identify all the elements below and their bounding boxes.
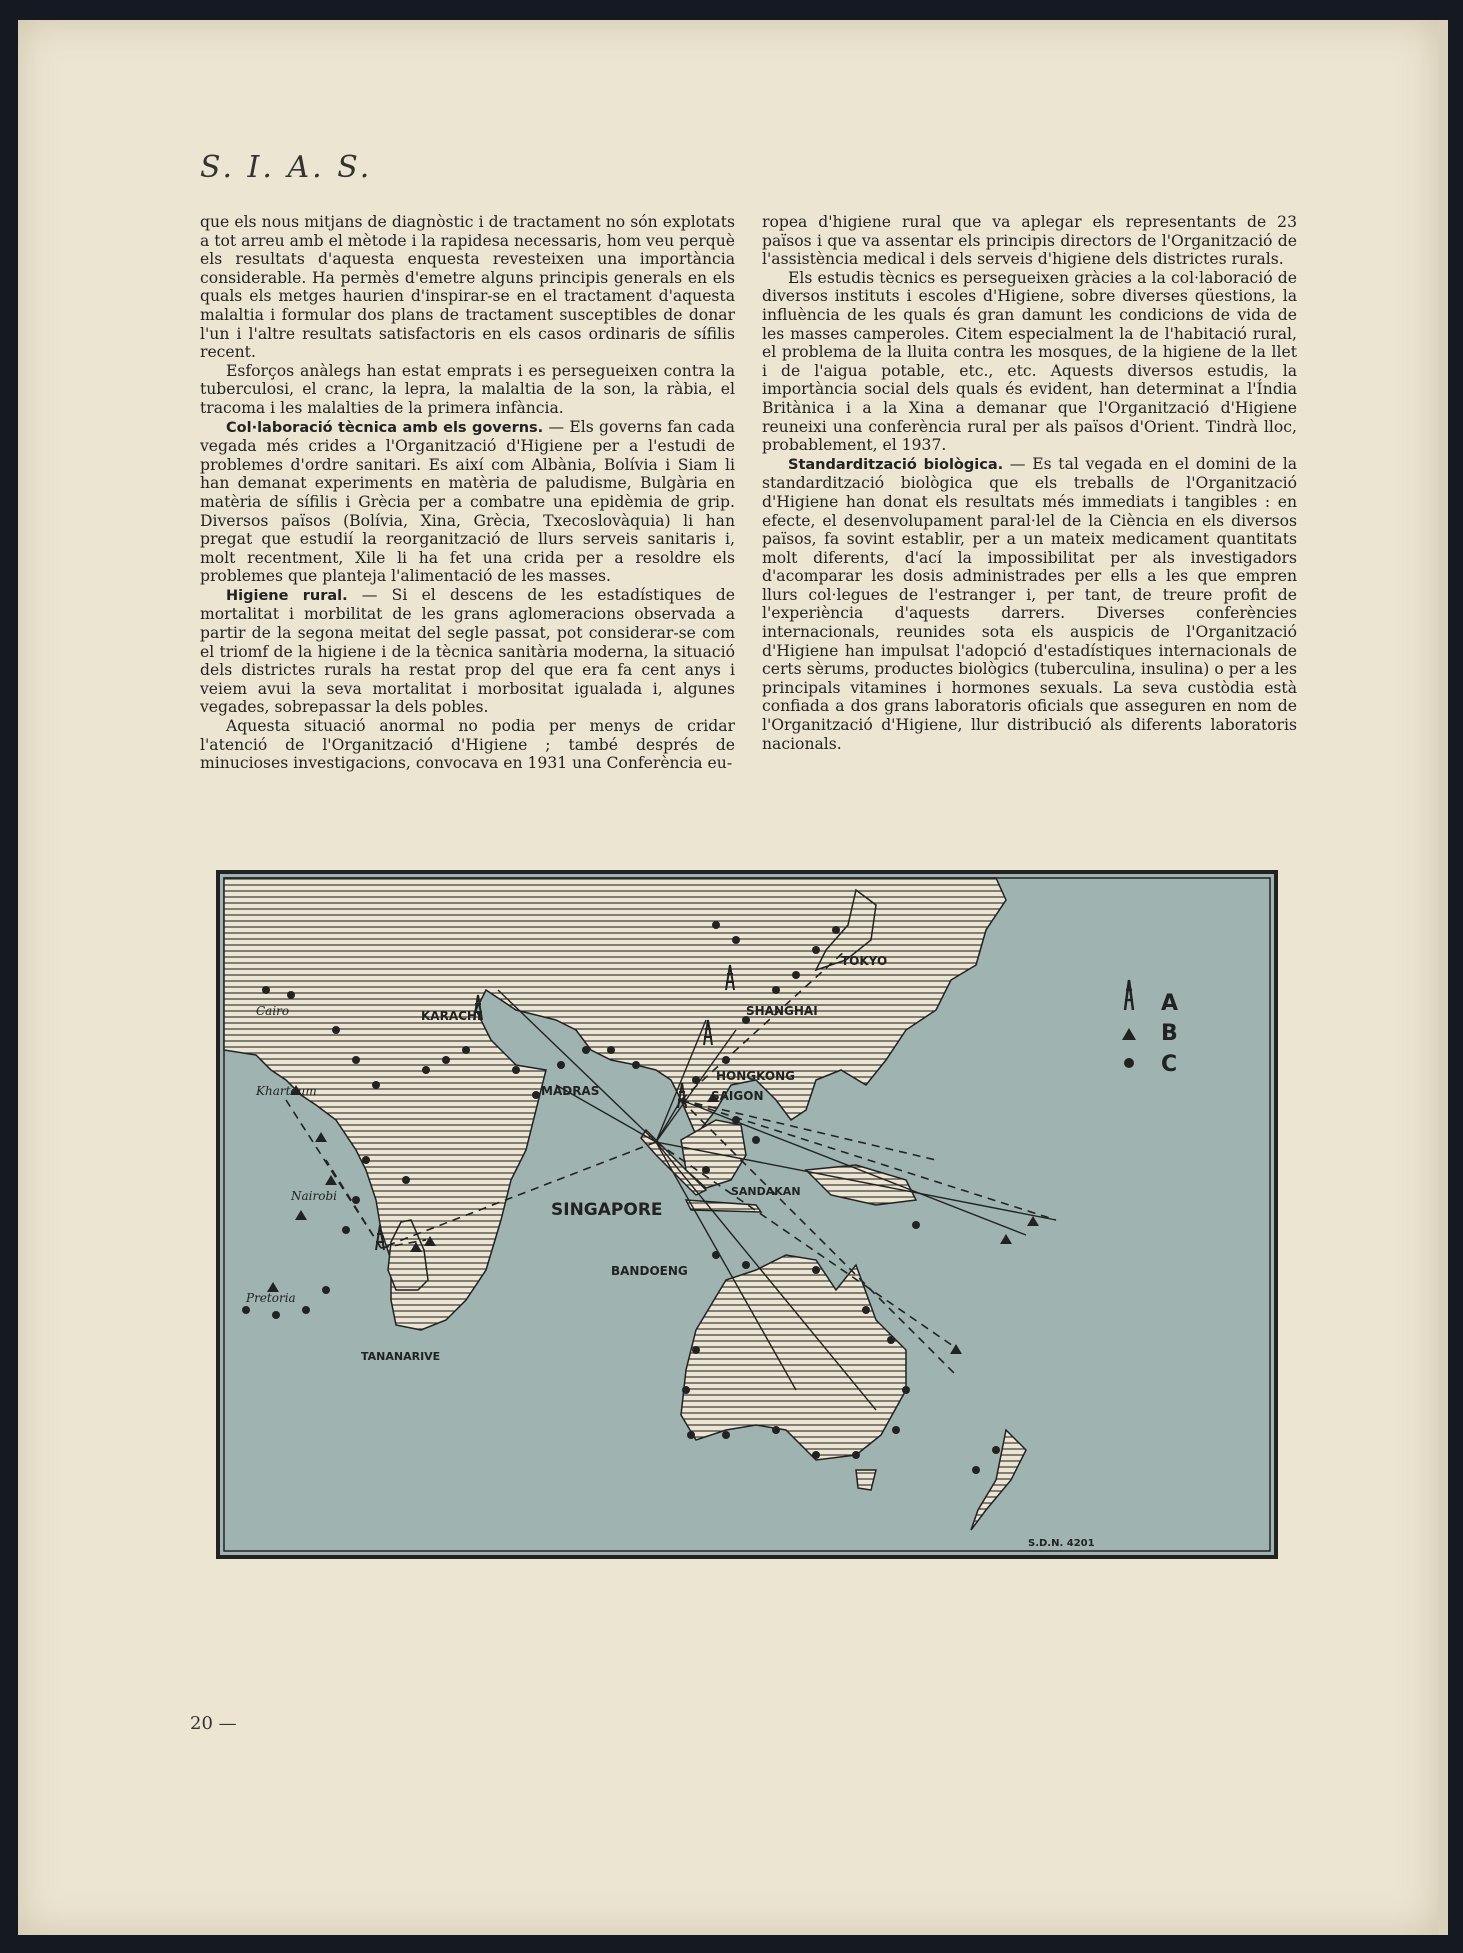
section-heading: Standardització biològica. [788, 456, 1004, 473]
legend-label-a: A [1161, 991, 1179, 1016]
label-hongkong: HONGKONG [716, 1069, 795, 1083]
paragraph-text: — Es tal vegada en el domini de la standardització biològica que els treballs de l'Organització d'Higiene han donat els resultats més immediats i tangibles : en efecte, el desenvolupament paral·lel de la Ciència en els diversos països, fa sovint establir, per a un mateix medicament quantitats molt diferents, d'ací la impossibilitat per als investigadors d'acomparar les dosis administrades per ells a les que empren llurs col·legues de l'estranger i, per tant, de treure profit de l'experiència d'aquests darrers. Diverses conferències internacionals, reunides sota els auspicis de l'Organització d'Higiene han impulsat l'adopció d'estadístiques internacionals de certs sèrums, productes biològics (tuberculina, insulina) o per a les principals vitamines i hormones sexuals. La seva custòdia està confiada a dos grans laboratoris oficials que asseguren en nom de l'Organització d'Higiene, llur distribució als diferents laboratoris nacionals. [762, 454, 1297, 753]
label-saigon: SAIGON [711, 1089, 764, 1103]
running-header: S. I. A. S. [200, 150, 373, 185]
network-map [216, 870, 1278, 1559]
legend-dot-icon [1124, 1058, 1134, 1068]
label-khartoum: Khartoum [256, 1084, 317, 1098]
paragraph: que els nous mitjans de diagnòstic i de tractament no són explotats a tot arreu amb el mètode i la rapidesa necessaris, hom veu perquè els resultats d'aquesta enquesta revesteixen una importància considerable. Ha permès d'emetre alguns principis generals en els quals els metges haurien d'inspirar-se en el tractament d'aquesta malaltia i formular dos plans de tractament susceptibles de donar l'un i l'altre resultats satisfactoris en els casos ordinaris de sífilis recent. [200, 213, 735, 362]
paragraph: Esforços anàlegs han estat emprats i es persegueixen contra la tuberculosi, el cranc, la lepra, la malaltia de la son, la ràbia, el tracoma i les malalties de la primera infància. [200, 361, 735, 417]
left-column [200, 213, 735, 773]
paragraph-text: — Els governs fan cada vegada més crides a l'Organització d'Higiene per a l'estudi de problemes d'ordre sanitari. Es així com Albània, Bolívia i Siam li han demanat experiments en matèria de paludisme, Bulgària en matèria de sífilis i Grècia per a combatre una epidèmia de grip. Diversos països (Bolívia, Xina, Grècia, Txecoslovàquia) li han pregat que estudií la reorganització de llurs serveis sanitaris i, molt recentment, Xile li ha fet una crida per a resoldre els problemes que planteja l'alimentació de les masses. [200, 417, 735, 586]
label-cairo: Cairo [256, 1004, 290, 1018]
right-column [762, 213, 1297, 753]
label-nairobi: Nairobi [291, 1189, 337, 1203]
paragraph: Aquesta situació anormal no podia per menys de cridar l'atenció de l'Organització d'Higiene ; també després de minucioses investigacions, convocava en 1931 una Conferència eu- [200, 717, 735, 773]
label-madras: MADRAS [541, 1084, 600, 1098]
paragraph: Els estudis tècnics es persegueixen gràcies a la col·laboració de diversos instituts i escoles d'Higiene, sobre diverses qüestions, la influència de les quals és gran damunt les condicions de vida de les masses camperoles. Citem especialment la de l'habitació rural, el problema de la lluita contra les mosques, de la higiene de la llet i de l'aigua potable, etc., etc. Aquests diversos estudis, la importància social dels quals és evident, han determinat a l'Índia Britànica i a la Xina a demanar que l'Organització d'Higiene reuneixi una conferència rural per als països d'Orient. Tindrà lloc, probablement, el 1937. [762, 268, 1297, 455]
label-tokyo: TOKYO [841, 954, 888, 968]
section-heading: Higiene rural. [226, 587, 348, 604]
label-sandakan: SANDAKAN [731, 1185, 801, 1198]
label-shanghai: SHANGHAI [746, 1004, 818, 1018]
legend-label-b: B [1161, 1021, 1178, 1046]
map-reference: S.D.N. 4201 [1028, 1538, 1095, 1549]
label-tananarive: TANANARIVE [361, 1350, 441, 1363]
paragraph [200, 586, 735, 717]
paragraph [200, 418, 735, 586]
paragraph: ropea d'higiene rural que va aplegar els representants de 23 països i que va assentar els principis directors de l'Organització de l'assistència medical i dels serveis d'higiene dels districtes rurals. [762, 213, 1297, 269]
page-edge [1438, 20, 1448, 1935]
paragraph-text: — Si el descens de les estadístiques de mortalitat i morbilitat de les grans aglomeracions observada a partir de la segona meitat del segle passat, pot considerar-se com el triomf de la higiene i de la tècnica sanitària moderna, la situació dels districtes rurals ha restat prop del que era fa cent anys i veiem avui la seva mortalitat i morbositat igualada i, algunes vegades, sobrepassar la dels pobles. [200, 585, 735, 717]
paragraph [762, 455, 1297, 754]
label-pretoria: Pretoria [246, 1291, 296, 1305]
section-heading: Col·laboració tècnica amb els governs. [226, 419, 544, 436]
label-karachi: KARACHI [421, 1009, 482, 1023]
label-bandoeng: BANDOENG [611, 1264, 688, 1278]
page-number: 20 — [190, 1713, 237, 1734]
legend-label-c: C [1161, 1052, 1178, 1077]
label-singapore: SINGAPORE [551, 1200, 663, 1220]
